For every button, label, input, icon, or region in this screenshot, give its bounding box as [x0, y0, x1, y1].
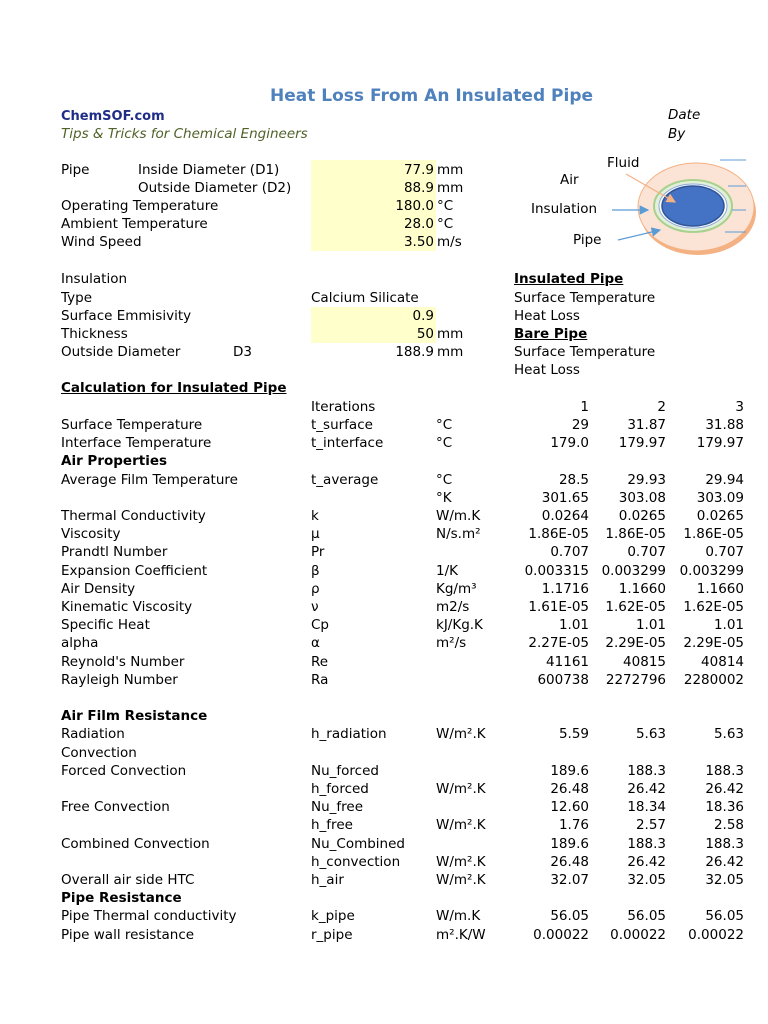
calc-row-iter2: 1.1660 [618, 581, 666, 597]
calc-row-iter2: 188.3 [627, 836, 666, 852]
insulation-section-label: Insulation [61, 271, 128, 287]
calc-row-iter3: 18.36 [705, 799, 744, 815]
calc-row-unit: 1/K [436, 563, 458, 579]
calc-row-iter3: 2280002 [683, 672, 744, 688]
calc-row-iter3: 31.88 [705, 417, 744, 433]
bare-pipe-heading: Bare Pipe [514, 326, 588, 342]
calc-row-symbol: Cp [311, 617, 329, 633]
insulation-od-value: 188.9 [395, 344, 434, 360]
calc-row-label: Rayleigh Number [61, 672, 178, 688]
calc-row-unit: °C [436, 417, 453, 433]
calc-row-iter1: 12.60 [550, 799, 589, 815]
calc-row-iter3: 2.29E-05 [683, 635, 744, 651]
calc-row-iter1: 1.86E-05 [528, 526, 589, 542]
operating-temp-unit: °C [437, 198, 454, 214]
calc-row-label: Air Density [61, 581, 136, 597]
calc-row-symbol: ρ [311, 581, 320, 597]
calc-row-unit: m²/s [436, 635, 467, 651]
calc-row-iter2: 0.0265 [618, 508, 666, 524]
calc-row-iter1: 301.65 [541, 490, 589, 506]
calc-row-iter1: 29 [571, 417, 589, 433]
calc-row-iter1: 41161 [546, 654, 589, 670]
calc-row-symbol: β [311, 563, 320, 579]
calc-row-iter1: 1.76 [558, 817, 589, 833]
calc-row-iter1: 0.00022 [533, 927, 589, 943]
diagram-label-air: Air [560, 172, 579, 188]
calc-row-iter2: 18.34 [627, 799, 666, 815]
calc-row-label: Average Film Temperature [61, 472, 238, 488]
calc-row-label: Viscosity [61, 526, 121, 542]
calc-row-label: alpha [61, 635, 99, 651]
calc-row-symbol: Nu_free [311, 799, 364, 815]
calc-row-iter3: 1.01 [713, 617, 744, 633]
calc-row-iter1: 2.27E-05 [528, 635, 589, 651]
calc-row-symbol: t_average [311, 472, 379, 488]
calc-row-symbol: Ra [311, 672, 329, 688]
operating-temp-value[interactable]: 180.0 [395, 198, 434, 214]
calc-row-iter1: 0.0264 [541, 508, 589, 524]
calc-row-iter3: 32.05 [705, 872, 744, 888]
outside-diameter-value[interactable]: 88.9 [403, 180, 434, 196]
insulation-od-symbol: D3 [233, 344, 252, 360]
calc-row-unit: m².K/W [436, 927, 486, 943]
wind-speed-label: Wind Speed [61, 234, 142, 250]
calc-row-label: Interface Temperature [61, 435, 212, 451]
insulated-heat-loss-label: Heat Loss [514, 308, 580, 324]
calc-row-unit: Kg/m³ [436, 581, 477, 597]
calc-row-label: Pipe wall resistance [61, 927, 195, 943]
calc-row-symbol: r_pipe [311, 927, 353, 943]
calc-row-label: Forced Convection [61, 763, 187, 779]
calc-row-iter2: 26.42 [627, 781, 666, 797]
page-title: Heat Loss From An Insulated Pipe [270, 86, 594, 106]
calc-row-unit: W/m².K [436, 854, 486, 870]
calc-row-iter1: 26.48 [550, 854, 589, 870]
calc-row-label: Combined Convection [61, 836, 210, 852]
calc-row-unit: N/s.m² [436, 526, 481, 542]
pipe-label: Pipe [61, 162, 90, 178]
calc-row-iter3: 0.00022 [688, 927, 744, 943]
calc-row-unit: W/m.K [436, 908, 481, 924]
iterations-label: Iterations [311, 399, 376, 415]
calc-row-unit: °C [436, 435, 453, 451]
outside-diameter-label: Outside Diameter (D2) [138, 180, 292, 196]
calc-row-unit: °C [436, 472, 453, 488]
calc-row-iter3: 56.05 [705, 908, 744, 924]
iteration-2-header: 2 [657, 399, 666, 415]
calc-row-iter3: 1.86E-05 [683, 526, 744, 542]
calc-row-iter2: 303.08 [618, 490, 666, 506]
calc-row-iter3: 5.63 [713, 726, 744, 742]
insulation-type-label: Type [61, 290, 93, 306]
wind-speed-unit: m/s [437, 234, 462, 250]
calc-row-iter2: 1.86E-05 [605, 526, 666, 542]
calc-row-iter2: 40815 [623, 654, 666, 670]
calc-row-symbol: h_free [311, 817, 353, 833]
calc-row-iter3: 0.003299 [679, 563, 744, 579]
iteration-3-header: 3 [735, 399, 744, 415]
calc-row-iter3: 40814 [701, 654, 744, 670]
calc-row-unit: kJ/Kg.K [436, 617, 483, 633]
calc-row-iter3: 29.94 [705, 472, 744, 488]
calc-row-symbol: k [311, 508, 319, 524]
fluid-core [662, 186, 724, 226]
insulation-od-label: Outside Diameter [61, 344, 181, 360]
calc-row-label: Convection [61, 745, 137, 761]
calc-row-iter3: 1.1660 [696, 581, 744, 597]
calc-row-symbol: t_interface [311, 435, 384, 451]
calc-row-label: Pipe Resistance [61, 890, 182, 906]
calc-row-symbol: h_forced [311, 781, 369, 797]
emissivity-value[interactable]: 0.9 [412, 308, 434, 324]
calc-row-unit: m2/s [436, 599, 470, 615]
calc-row-iter2: 0.003299 [601, 563, 666, 579]
calc-row-iter1: 1.1716 [541, 581, 589, 597]
thickness-label: Thickness [61, 326, 128, 342]
calc-row-iter2: 0.00022 [610, 927, 666, 943]
calc-row-symbol: h_radiation [311, 726, 387, 742]
calc-row-unit: W/m².K [436, 872, 486, 888]
calc-row-iter2: 1.01 [635, 617, 666, 633]
calc-row-label: Reynold's Number [61, 654, 185, 670]
calc-row-unit: W/m².K [436, 781, 486, 797]
calc-row-symbol: μ [311, 526, 320, 542]
calc-row-symbol: h_convection [311, 854, 401, 870]
calc-row-iter3: 26.42 [705, 781, 744, 797]
calc-row-iter3: 0.0265 [696, 508, 744, 524]
calc-row-label: Overall air side HTC [61, 872, 195, 888]
calc-row-symbol: h_air [311, 872, 344, 888]
calc-row-iter2: 31.87 [627, 417, 666, 433]
calc-row-iter1: 32.07 [550, 872, 589, 888]
thickness-value[interactable]: 50 [416, 326, 434, 342]
bare-heat-loss-label: Heat Loss [514, 362, 580, 378]
calc-row-symbol: α [311, 635, 320, 651]
calc-row-label: Air Properties [61, 453, 168, 469]
diagram-label-fluid: Fluid [607, 155, 640, 171]
insulation-type-value[interactable]: Calcium Silicate [311, 290, 419, 306]
calc-row-iter1: 179.0 [550, 435, 589, 451]
calc-row-label: Air Film Resistance [61, 708, 208, 724]
calc-row-iter3: 188.3 [705, 763, 744, 779]
calc-row-iter3: 26.42 [705, 854, 744, 870]
calc-row-iter2: 26.42 [627, 854, 666, 870]
calc-row-symbol: t_surface [311, 417, 373, 433]
calc-row-iter3: 188.3 [705, 836, 744, 852]
calc-row-unit: W/m.K [436, 508, 481, 524]
calc-row-iter1: 600738 [537, 672, 589, 688]
calc-row-label: Surface Temperature [61, 417, 203, 433]
calc-row-iter2: 188.3 [627, 763, 666, 779]
calc-row-label: Expansion Coefficient [61, 563, 208, 579]
calc-row-iter1: 0.707 [550, 544, 589, 560]
outside-diameter-unit: mm [437, 180, 464, 196]
calc-row-iter2: 2272796 [605, 672, 666, 688]
calc-row-iter2: 1.62E-05 [605, 599, 666, 615]
calc-row-label: Free Convection [61, 799, 170, 815]
calc-row-iter2: 0.707 [627, 544, 666, 560]
calc-row-iter2: 179.97 [618, 435, 666, 451]
calc-row-iter1: 189.6 [550, 763, 589, 779]
by-label: By [668, 126, 686, 142]
calc-row-iter1: 56.05 [550, 908, 589, 924]
diagram-label-insulation: Insulation [531, 201, 598, 217]
calc-row-iter3: 1.62E-05 [683, 599, 744, 615]
calc-row-symbol: k_pipe [311, 908, 355, 924]
calc-row-symbol: Nu_forced [311, 763, 379, 779]
calc-row-unit: W/m².K [436, 726, 486, 742]
calc-row-iter1: 0.003315 [524, 563, 589, 579]
inside-diameter-unit: mm [437, 162, 464, 178]
calc-row-iter2: 2.29E-05 [605, 635, 666, 651]
calc-row-iter2: 32.05 [627, 872, 666, 888]
insulated-pipe-heading: Insulated Pipe [514, 271, 624, 287]
calc-row-iter3: 0.707 [705, 544, 744, 560]
calc-row-label: Prandtl Number [61, 544, 168, 560]
calc-row-iter1: 1.01 [558, 617, 589, 633]
calc-row-iter2: 5.63 [635, 726, 666, 742]
calc-row-label: Kinematic Viscosity [61, 599, 193, 615]
calc-row-iter3: 179.97 [696, 435, 744, 451]
calc-row-label: Thermal Conductivity [61, 508, 206, 524]
bare-surface-temp-label: Surface Temperature [514, 344, 656, 360]
calc-row-iter2: 2.57 [635, 817, 666, 833]
calc-row-symbol: Nu_Combined [311, 836, 405, 852]
inside-diameter-label: Inside Diameter (D1) [138, 162, 280, 178]
emissivity-label: Surface Emmisivity [61, 308, 192, 324]
calc-row-iter1: 28.5 [558, 472, 589, 488]
wind-speed-value[interactable]: 3.50 [403, 234, 434, 250]
calc-row-symbol: ν [311, 599, 319, 615]
calc-row-label: Specific Heat [61, 617, 150, 633]
calc-heading: Calculation for Insulated Pipe [61, 380, 287, 396]
calc-row-iter1: 189.6 [550, 836, 589, 852]
calc-row-iter3: 2.58 [713, 817, 744, 833]
calc-row-iter2: 56.05 [627, 908, 666, 924]
tagline: Tips & Tricks for Chemical Engineers [61, 126, 308, 142]
calc-row-symbol: Pr [311, 544, 325, 560]
calc-row-iter2: 29.93 [627, 472, 666, 488]
calc-row-label: Radiation [61, 726, 125, 742]
date-label: Date [668, 107, 701, 123]
brand-link[interactable]: ChemSOF.com [61, 109, 165, 124]
calc-row-symbol: Re [311, 654, 329, 670]
insulated-surface-temp-label: Surface Temperature [514, 290, 656, 306]
calc-row-iter1: 1.61E-05 [528, 599, 589, 615]
thickness-unit: mm [437, 326, 464, 342]
calc-row-iter1: 5.59 [558, 726, 589, 742]
ambient-temp-value[interactable]: 28.0 [403, 216, 434, 232]
calc-row-label: Pipe Thermal conductivity [61, 908, 237, 924]
ambient-temp-unit: °C [437, 216, 454, 232]
operating-temp-label: Operating Temperature [61, 198, 219, 214]
calc-row-iter3: 303.09 [696, 490, 744, 506]
calc-row-iter1: 26.48 [550, 781, 589, 797]
calc-row-unit: W/m².K [436, 817, 486, 833]
insulation-od-unit: mm [437, 344, 464, 360]
iteration-1-header: 1 [580, 399, 589, 415]
ambient-temp-label: Ambient Temperature [61, 216, 208, 232]
inside-diameter-value[interactable]: 77.9 [403, 162, 434, 178]
calc-row-unit: °K [436, 490, 452, 506]
diagram-label-pipe: Pipe [573, 232, 602, 248]
